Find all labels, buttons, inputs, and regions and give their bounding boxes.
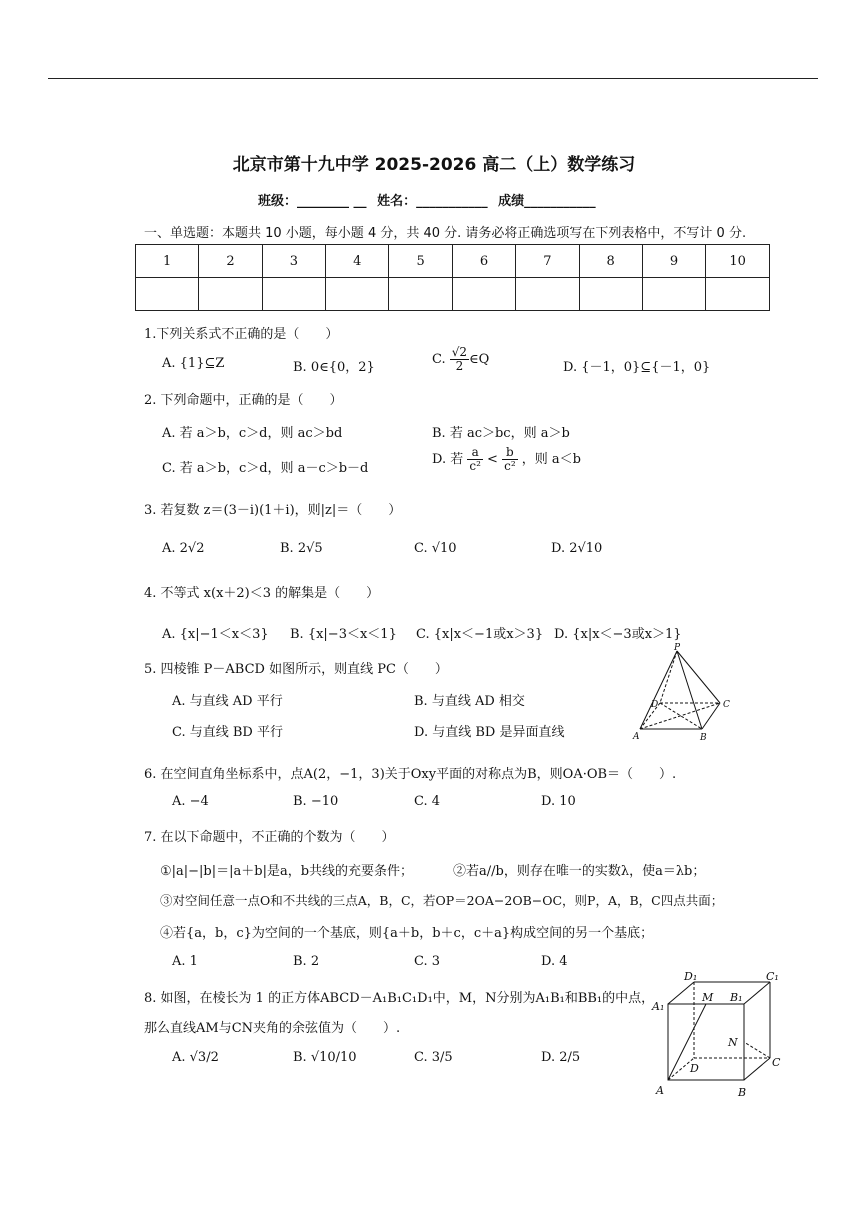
q5-option-b: B. 与直线 AD 相交 bbox=[414, 694, 525, 709]
q4-option-b: B. {x|−3＜x＜1} bbox=[290, 627, 397, 642]
q5-stem: 5. 四棱锥 P－ABCD 如图所示，则直线 PC（ ） bbox=[144, 662, 448, 677]
q1-option-b: B. 0∈{0，2} bbox=[293, 360, 375, 375]
answer-table-blank-row bbox=[136, 278, 770, 311]
answer-number-cell: 3 bbox=[262, 245, 325, 278]
answer-blank-cell[interactable] bbox=[642, 278, 705, 311]
q1-stem: 1.下列关系式不正确的是（ ） bbox=[144, 327, 339, 342]
answer-number-cell: 1 bbox=[136, 245, 199, 278]
q7-stem: 7. 在以下命题中，不正确的个数为（ ） bbox=[144, 830, 395, 845]
q2-d-den1: c² bbox=[469, 459, 481, 473]
q4-option-c: C. {x|x＜−1或x＞3} bbox=[416, 627, 544, 642]
q6-option-d: D. 10 bbox=[541, 794, 576, 809]
answer-number-cell: 7 bbox=[516, 245, 579, 278]
pyramid-label-p: P bbox=[674, 643, 681, 653]
pyramid-label-a: A bbox=[633, 732, 640, 742]
answer-number-cell: 2 bbox=[199, 245, 262, 278]
q1-option-c-prefix: C. bbox=[432, 352, 446, 367]
q2-d-suffix: ，则 a＜b bbox=[521, 452, 581, 467]
answer-blank-cell[interactable] bbox=[579, 278, 642, 311]
q5-option-a: A. 与直线 AD 平行 bbox=[172, 694, 283, 709]
cube-label-b: B bbox=[738, 1086, 747, 1099]
cube-label-d1: D₁ bbox=[684, 970, 698, 983]
student-info-row bbox=[258, 190, 602, 209]
q2-d-fraction-2 bbox=[502, 446, 518, 473]
score-field: 成绩___________ bbox=[498, 194, 596, 209]
q2-option-d bbox=[432, 446, 581, 473]
q4-stem: 4. 不等式 x(x＋2)＜3 的解集是（ ） bbox=[144, 586, 380, 601]
q8-option-b: B. √10/10 bbox=[293, 1050, 357, 1065]
q1-option-c bbox=[432, 346, 489, 373]
cube-label-m: M bbox=[702, 991, 714, 1004]
q1-c-denominator: 2 bbox=[455, 359, 464, 373]
q2-d-den2: c² bbox=[504, 459, 516, 473]
q1-option-d: D. {－1，0}⊆{－1，0} bbox=[563, 360, 711, 375]
q7-option-a: A. 1 bbox=[172, 954, 198, 969]
q4-option-d: D. {x|x＜−3或x＞1} bbox=[554, 627, 682, 642]
answer-blank-cell[interactable] bbox=[136, 278, 199, 311]
q2-d-num2: b bbox=[502, 446, 518, 460]
q7-option-b: B. 2 bbox=[293, 954, 320, 969]
q1-option-c-suffix: ∈Q bbox=[469, 352, 490, 367]
q7-option-c: C. 3 bbox=[414, 954, 441, 969]
q8-option-d: D. 2/5 bbox=[541, 1050, 581, 1065]
answer-blank-cell[interactable] bbox=[262, 278, 325, 311]
pyramid-label-b: B bbox=[700, 733, 707, 743]
q3-option-d: D. 2√10 bbox=[551, 541, 603, 556]
q8-option-c: C. 3/5 bbox=[414, 1050, 453, 1065]
cube-label-n: N bbox=[728, 1036, 738, 1049]
q2-option-b: B. 若 ac＞bc，则 a＞b bbox=[432, 426, 570, 441]
answer-table-header-row bbox=[136, 245, 770, 278]
q1-option-a: A. {1}⊆Z bbox=[162, 356, 225, 371]
q6-option-a: A. −4 bbox=[172, 794, 209, 809]
cube-label-a: A bbox=[656, 1084, 664, 1097]
q7-option-d: D. 4 bbox=[541, 954, 568, 969]
q1-option-c-fraction bbox=[450, 346, 469, 373]
answer-blank-cell[interactable] bbox=[389, 278, 452, 311]
q2-option-c: C. 若 a＞b，c＞d，则 a－c＞b－d bbox=[162, 461, 369, 476]
q7-statement-2: ②若a//b，则存在唯一的实数λ，使a＝λb； bbox=[453, 864, 706, 879]
page-title: 北京市第十九中学 2025-2026 高二（上）数学练习 bbox=[232, 155, 636, 175]
cube-label-a1: A₁ bbox=[652, 1000, 665, 1013]
q7-statement-4: ④若{a，b，c}为空间的一个基底，则{a＋b，b＋c，c＋a}构成空间的另一个基底； bbox=[160, 926, 654, 941]
class-field: 班级：________ __ bbox=[258, 194, 367, 209]
answer-blank-cell[interactable] bbox=[199, 278, 262, 311]
q2-d-prefix: D. 若 bbox=[432, 452, 464, 467]
q3-option-b: B. 2√5 bbox=[280, 541, 323, 556]
q8-option-a: A. √3/2 bbox=[172, 1050, 219, 1065]
answer-number-cell: 10 bbox=[706, 245, 770, 278]
pyramid-figure bbox=[630, 643, 740, 743]
answer-number-cell: 5 bbox=[389, 245, 452, 278]
q5-option-d: D. 与直线 BD 是异面直线 bbox=[414, 725, 565, 740]
cube-label-b1: B₁ bbox=[730, 991, 743, 1004]
q6-option-c: C. 4 bbox=[414, 794, 441, 809]
pyramid-label-d: D bbox=[651, 700, 659, 710]
q8-stem-line-2: 那么直线AM与CN夹角的余弦值为（ ）. bbox=[144, 1021, 401, 1036]
q6-option-b: B. −10 bbox=[293, 794, 339, 809]
q2-option-a: A. 若 a＞b，c＞d，则 ac＞bd bbox=[162, 426, 343, 441]
q7-statement-1: ①|a|−|b|＝|a＋b|是a，b共线的充要条件； bbox=[160, 864, 414, 879]
pyramid-label-c: C bbox=[723, 700, 730, 710]
q4-option-a: A. {x|−1＜x＜3} bbox=[162, 627, 269, 642]
q3-option-a: A. 2√2 bbox=[162, 541, 205, 556]
answer-number-cell: 6 bbox=[452, 245, 515, 278]
answer-number-cell: 9 bbox=[642, 245, 705, 278]
answer-blank-cell[interactable] bbox=[452, 278, 515, 311]
cube-label-d: D bbox=[690, 1062, 699, 1075]
cube-label-c1: C₁ bbox=[766, 970, 779, 983]
q3-stem: 3. 若复数 z＝(3－i)(1＋i)，则|z|＝（ ） bbox=[144, 503, 402, 518]
cube-figure bbox=[648, 970, 788, 1102]
q2-d-lt: < bbox=[487, 452, 498, 467]
q2-d-num1: a bbox=[467, 446, 483, 460]
section-heading: 一、单选题：本题共 10 小题，每小题 4 分，共 40 分. 请务必将正确选项写在下列表格中，不写计 0 分. bbox=[144, 226, 747, 241]
answer-blank-cell[interactable] bbox=[706, 278, 770, 311]
q2-stem: 2. 下列命题中，正确的是（ ） bbox=[144, 393, 343, 408]
answer-number-cell: 4 bbox=[326, 245, 389, 278]
cube-label-c: C bbox=[772, 1056, 781, 1069]
answer-blank-cell[interactable] bbox=[516, 278, 579, 311]
answer-number-cell: 8 bbox=[579, 245, 642, 278]
q1-c-numerator: √2 bbox=[451, 345, 468, 359]
q3-option-c: C. √10 bbox=[414, 541, 457, 556]
q7-statement-3: ③对空间任意一点O和不共线的三点A，B，C，若OP＝2OA−2OB−OC，则P，A，B，C四点共面； bbox=[160, 893, 724, 908]
top-rule bbox=[48, 78, 818, 79]
name-field: 姓名：___________ bbox=[377, 194, 488, 209]
answer-table bbox=[135, 244, 770, 311]
q5-option-c: C. 与直线 BD 平行 bbox=[172, 725, 283, 740]
q2-d-fraction-1 bbox=[467, 446, 483, 473]
q6-stem: 6. 在空间直角坐标系中，点A(2，−1，3)关于Oxy平面的对称点为B，则OA·OB＝（ ）. bbox=[144, 767, 677, 782]
q8-stem-line-1: 8. 如图，在棱长为 1 的正方体ABCD－A₁B₁C₁D₁中，M，N分别为A₁B₁和BB₁的中点， bbox=[144, 991, 655, 1006]
answer-blank-cell[interactable] bbox=[326, 278, 389, 311]
